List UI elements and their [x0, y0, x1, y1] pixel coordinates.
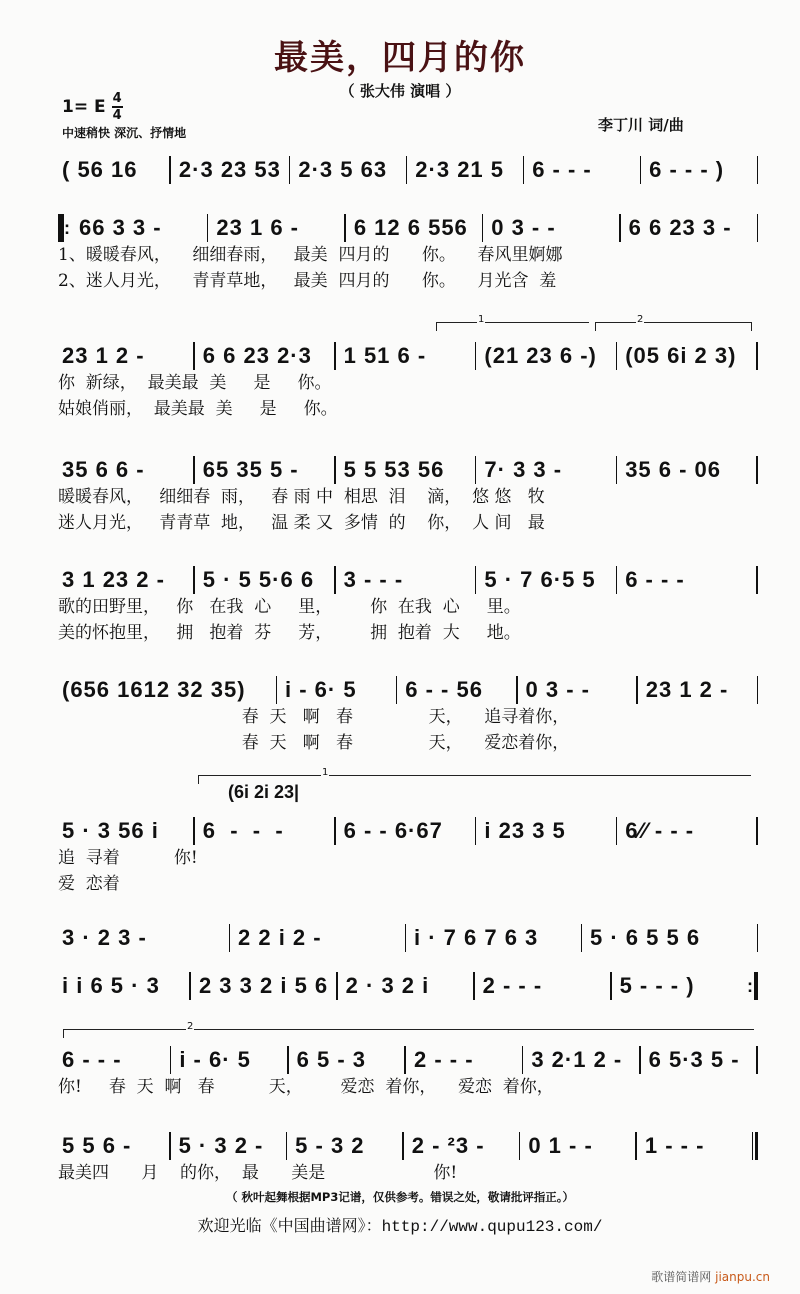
- measure: 2·3 5 63: [298, 157, 388, 182]
- measure: 3 2·1 2 -: [531, 1047, 623, 1072]
- measure: 6 - - - ): [649, 157, 725, 182]
- measure: 1 51 6 -: [343, 343, 427, 368]
- measure: 2 - ²3 -: [411, 1133, 485, 1158]
- key-label: 1= E: [62, 96, 106, 117]
- lyric-line-2: 姑娘俏丽， 最美最 美 是 你。: [58, 399, 338, 419]
- measure: 23 1 2 -: [62, 343, 145, 368]
- lyric-line-1: 暖暖春风， 细细春 雨， 春 雨 中 相思 泪 滴， 悠 悠 牧: [58, 487, 545, 507]
- measure: i i 6 5 · 3: [62, 973, 160, 998]
- measure: ( 56 16: [62, 157, 138, 182]
- measure: 2·3 21 5: [415, 157, 505, 182]
- watermark: 歌谱简谱网 jianpu.cn: [651, 1270, 770, 1284]
- measure: 2 · 3 2 i: [345, 973, 430, 998]
- measure: 3 1 23 2 -: [62, 567, 165, 592]
- measure: 6 5 - 3: [296, 1047, 367, 1072]
- website-welcome: 欢迎光临《中国曲谱网》：http://www.qupu123.com/: [197, 1216, 603, 1236]
- measure: 6 - - -: [532, 157, 592, 182]
- lyric-line-2: 2、迷人月光， 青青草地， 最美 四月的 你。 月光含 羞: [58, 271, 557, 291]
- measure: 2 - - -: [413, 1047, 474, 1072]
- transcriber-note: （ 秋叶起舞根据MP3记谱，仅供参考。错误之处，敬请批评指正。）: [225, 1190, 575, 1204]
- measure: 2 2 i 2 -: [238, 925, 322, 950]
- measure: 0 3 - -: [491, 215, 556, 240]
- measure: 5 - 3 2: [295, 1133, 365, 1158]
- lyric-line-1: 追 寻着 你!: [58, 848, 198, 868]
- measure: 65 35 5 -: [202, 457, 299, 482]
- singer-credit: （ 张大伟 演唱 ）: [339, 82, 461, 100]
- measure: (21 23 6 -): [484, 343, 597, 368]
- measure: 5 5 53 56: [343, 457, 445, 482]
- lyric-line-1: 1、暖暖春风， 细细春雨， 最美 四月的 你。 春风里婀娜: [58, 245, 563, 265]
- interlude-notes: (6i 2i 23|: [228, 782, 300, 802]
- start-repeat-sign: [58, 214, 64, 242]
- measure: 5 5 6 -: [62, 1133, 132, 1158]
- score-system-verse-d: [58, 566, 758, 646]
- measure: 6 - - 56: [405, 677, 483, 702]
- score-system-bridge-b: [58, 972, 758, 1000]
- score-system-coda-b: [58, 1132, 758, 1186]
- measure: 6 6 23 2·3: [202, 343, 312, 368]
- measure: i - 6· 5: [285, 677, 357, 702]
- lyric-line-2: 美的怀抱里， 拥 抱着 芬 芳， 拥 抱着 大 地。: [58, 623, 521, 643]
- volta-bracket-2: 2: [63, 1029, 754, 1038]
- lyric-line-1: 春 天 啊 春 天， 追寻着你，: [58, 707, 570, 727]
- measure: 2·3 23 53: [178, 157, 281, 182]
- measure: 6 6 23 3 -: [628, 215, 732, 240]
- measure: 66 3 3 -: [79, 215, 162, 240]
- measure: 6 - - 6·67: [343, 818, 443, 843]
- measure: 7· 3 3 -: [484, 457, 563, 482]
- lyric-line-1: 最美四 月 的你， 最 美是 你!: [58, 1163, 458, 1183]
- measure: 6 - - -: [625, 567, 685, 592]
- score-system-verse-b: [58, 342, 758, 422]
- measure: 35 6 - 06: [625, 457, 722, 482]
- measure: 5 · 6 5 5 6: [590, 925, 701, 950]
- measure: 35 6 6 -: [62, 457, 145, 482]
- measure: 5 · 3 56 i: [62, 818, 159, 843]
- measure: (05 6i 2 3): [625, 343, 737, 368]
- measure: 5 · 5 5·6 6: [202, 567, 315, 592]
- measure: 0 3 - -: [525, 677, 590, 702]
- lyric-line-1: 你 新绿， 最美最 美 是 你。: [58, 373, 332, 393]
- lyric-line-1: 你! 春 天 啊 春 天， 爱恋 着你， 爱恋 着你，: [58, 1077, 554, 1097]
- measure: 6 5·3 5 -: [648, 1047, 740, 1072]
- measure: 2 3 3 2 i 5 6: [198, 973, 329, 998]
- volta-bracket-2: 2: [595, 322, 752, 331]
- composer-credit: 李丁川 词/曲: [598, 116, 684, 134]
- lyric-line-2: 春 天 啊 春 天， 爱恋着你，: [58, 733, 570, 753]
- time-signature: 4 4: [112, 91, 122, 123]
- score-system-intro: [58, 156, 758, 184]
- tempo-marking: 中速稍快 深沉、抒情地: [62, 126, 187, 140]
- measure: i · 7 6 7 6 3: [414, 925, 539, 950]
- score-system-verse-c: [58, 456, 758, 536]
- measure: i 23 3 5: [484, 818, 566, 843]
- volta-bracket-1: 1: [198, 775, 751, 784]
- score-system-coda-a: [58, 1046, 758, 1100]
- song-title: 最美，四月的你: [274, 38, 526, 78]
- volta-bracket-1: 1: [436, 322, 589, 331]
- measure: 5 · 3 2 -: [178, 1133, 264, 1158]
- measure: 23 1 2 -: [645, 677, 729, 702]
- lyric-line-1: 歌的田野里， 你 在我 心 里， 你 在我 心 里。: [58, 597, 521, 617]
- measure: (656 1612 32 35): [62, 677, 246, 702]
- score-system-chorus-b: [58, 817, 758, 897]
- measure: 6⁄⁄ - - -: [625, 818, 695, 843]
- key-signature: [62, 92, 123, 122]
- lyric-line-2: 爱 恋着: [58, 874, 120, 894]
- score-system-chorus-a: [58, 676, 758, 756]
- measure: 2 - - -: [482, 973, 543, 998]
- lyric-line-2: 迷人月光， 青青草 地， 温 柔 又 多情 的 你， 人 间 最: [58, 513, 545, 533]
- measure: 5 - - - ): [619, 973, 695, 998]
- measure: 6 12 6 556: [353, 215, 468, 240]
- website-link[interactable]: http://www.qupu123.com/: [381, 1218, 603, 1236]
- measure: 5 · 7 6·5 5: [484, 567, 596, 592]
- measure: 23 1 6 -: [216, 215, 300, 240]
- measure: i - 6· 5: [179, 1047, 251, 1072]
- measure: 0 1 - -: [528, 1133, 593, 1158]
- measure: 6 - - -: [202, 818, 284, 843]
- measure: 3 · 2 3 -: [62, 925, 147, 950]
- score-system-bridge-a: [58, 924, 758, 952]
- final-barline: [752, 1132, 758, 1160]
- measure: 1 - - -: [644, 1133, 705, 1158]
- measure: 3 - - -: [343, 567, 404, 592]
- end-repeat-sign: :: [747, 976, 755, 996]
- score-system-verse-a: : 66 3 3 - 23 1 6 - 6 12 6 556 0 3 - - 6 6 23 3 - 1、暖暖春风， 细细春雨， 最美 四月的 你。 春风里婀娜 2、迷人月光， 青青草地， 最美 四月的 你。 月光含 羞: [58, 214, 758, 294]
- measure: 6 - - -: [62, 1047, 122, 1072]
